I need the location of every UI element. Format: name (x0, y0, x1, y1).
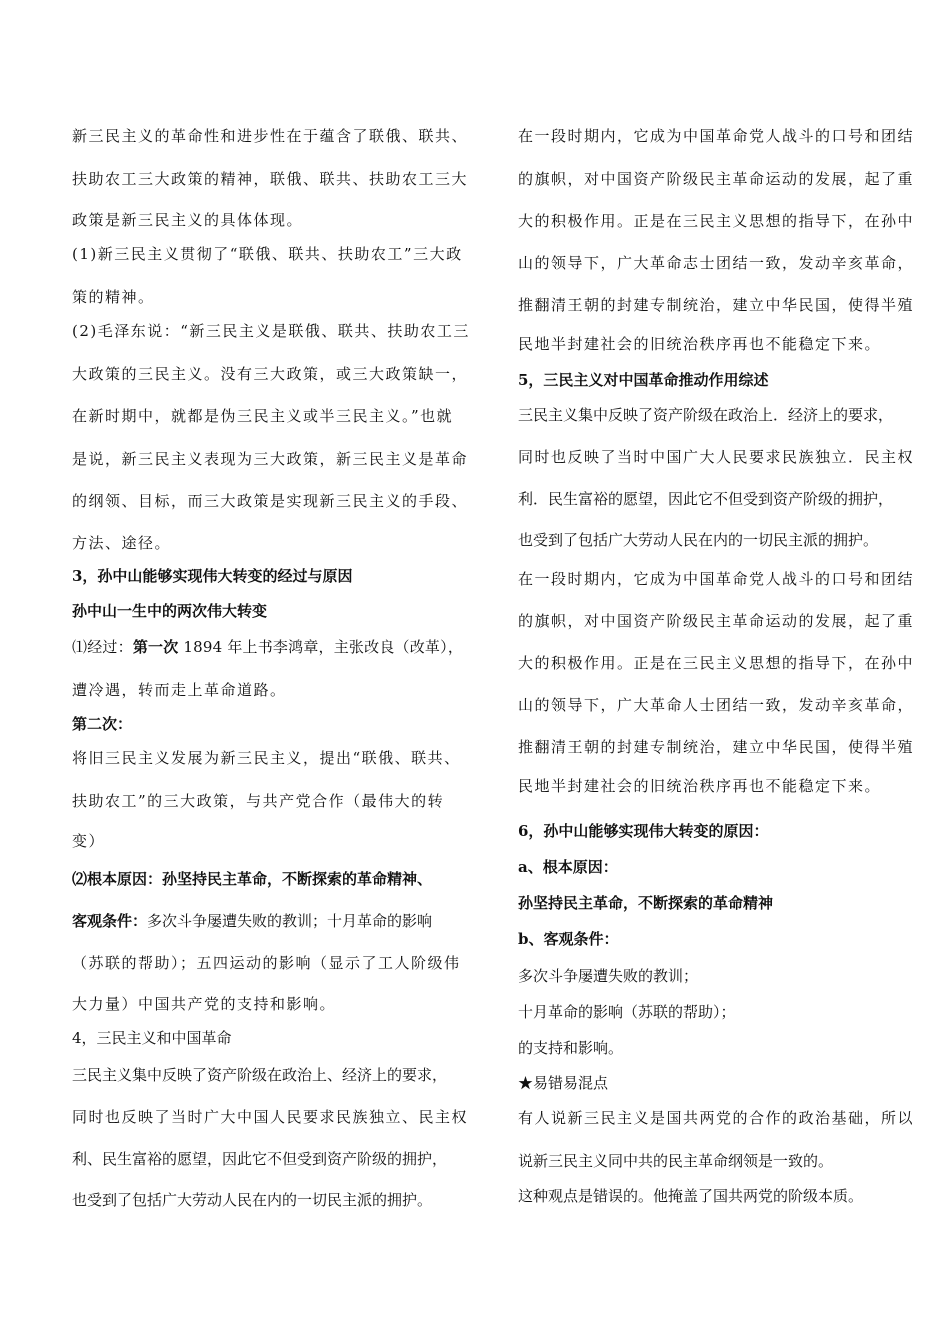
text-line: 的纲领、目标，而三大政策是实现新三民主义的手段、 (72, 492, 469, 510)
text-line: 说新三民主义同中共的民主革命纲领是一致的。 (518, 1152, 834, 1170)
text-line: 的旗帜，对中国资产阶级民主革命运动的发展，起了重 (518, 170, 915, 188)
text-line: 民地半封建社会的旧统治秩序再也不能稳定下来。 (518, 335, 882, 353)
text-line: (1)新三民主义贯彻了“联俄、联共、扶助农工”三大政 (72, 245, 463, 263)
text-line: 山的领导下，广大革命人士团结一致，发动辛亥革命， (518, 696, 915, 714)
text-line: 推翻清王朝的封建专制统治，建立中华民国，使得半殖 (518, 738, 915, 756)
text-line: 民地半封建社会的旧统治秩序再也不能稳定下来。 (518, 777, 882, 795)
label-root-cause: a、根本原因： (518, 858, 618, 876)
text-line: 新三民主义的革命性和进步性在于蕴含了联俄、联共、 (72, 127, 469, 145)
text-fragment: 1894 年上书李鸿章，主张改良（改革）， (178, 638, 464, 656)
text-line: 利．民生富裕的愿望，因此它不但受到资产阶级的拥护， (518, 490, 894, 508)
label-first-time: 第一次 (132, 638, 179, 656)
text-line: 变） (72, 832, 106, 850)
text-line: 同时也反映了当时中国广大人民要求民族独立．民主权 (518, 448, 915, 466)
bold-line: 孙坚持民主革命，不断探索的革命精神 (518, 894, 774, 912)
text-line: (2)毛泽东说：“新三民主义是联俄、联共、扶助农工三 (72, 322, 470, 340)
text-line: 扶助农工”的三大政策，与共产党合作（最伟大的转 (72, 792, 445, 810)
text-line: 这种观点是错误的。他掩盖了国共两党的阶级本质。 (518, 1187, 864, 1205)
note-heading: ★易错易混点 (518, 1074, 609, 1092)
text-line: 策的精神。 (72, 288, 155, 306)
section-heading: 4，三民主义和中国革命 (72, 1029, 232, 1047)
text-line: 在新时期中，就都是伪三民主义或半三民主义。”也就 (72, 407, 454, 425)
label-process: ⑴经过： (72, 638, 133, 656)
text-line: 方法、途径。 (72, 534, 172, 552)
text-line: 将旧三民主义发展为新三民主义，提出“联俄、联共、 (72, 749, 461, 767)
text-line: 山的领导下，广大革命志士团结一致，发动辛亥革命， (518, 254, 915, 272)
text-line: 的旗帜，对中国资产阶级民主革命运动的发展，起了重 (518, 612, 915, 630)
text-line: 利、民生富裕的愿望，因此它不但受到资产阶级的拥护， (72, 1150, 448, 1168)
text-line: 扶助农工三大政策的精神，联俄、联共、扶助农工三大 (72, 170, 469, 188)
text-line (72, 637, 463, 657)
text-line: 政策是新三民主义的具体体现。 (72, 211, 304, 229)
text-line: 推翻清王朝的封建专制统治，建立中华民国，使得半殖 (518, 296, 915, 314)
section-heading: 3，孙中山能够实现伟大转变的经过与原因 (72, 567, 353, 585)
text-line: 三民主义集中反映了资产阶级在政治上．经济上的要求， (518, 406, 894, 424)
text-line (72, 911, 432, 931)
text-line: 大政策的三民主义。没有三大政策，或三大政策缺一， (72, 365, 469, 383)
text-fragment: 多次斗争屡遭失败的教训；十月革命的影响 (147, 912, 433, 930)
text-line: 大力量）中国共产党的支持和影响。 (72, 995, 337, 1013)
text-line: 多次斗争屡遭失败的教训； (518, 967, 699, 985)
text-line: 同时也反映了当时广大中国人民要求民族独立、民主权 (72, 1108, 469, 1126)
label-objective-conditions: 客观条件： (72, 912, 148, 930)
text-line: 十月革命的影响（苏联的帮助）； (518, 1003, 736, 1021)
text-line: 也受到了包括广大劳动人民在内的一切民主派的拥护。 (72, 1191, 433, 1209)
text-line: 有人说新三民主义是国共两党的合作的政治基础，所以 (518, 1109, 915, 1127)
text-line: 大的积极作用。正是在三民主义思想的指导下，在孙中 (518, 654, 915, 672)
text-line: 遭冷遇，转而走上革命道路。 (72, 681, 287, 699)
label-second-time: 第二次： (72, 715, 133, 733)
section-heading: 6，孙中山能够实现伟大转变的原因： (518, 822, 769, 840)
bold-line: ⑵根本原因：孙坚持民主革命，不断探索的革命精神、 (72, 870, 433, 888)
section-subheading: 孙中山一生中的两次伟大转变 (72, 602, 268, 620)
text-line: 在一段时期内，它成为中国革命党人战斗的口号和团结 (518, 570, 915, 588)
text-line: 也受到了包括广大劳动人民在内的一切民主派的拥护。 (518, 531, 879, 549)
text-line: 的支持和影响。 (518, 1039, 624, 1057)
text-line: 大的积极作用。正是在三民主义思想的指导下，在孙中 (518, 212, 915, 230)
section-heading: 5，三民主义对中国革命推动作用综述 (518, 371, 769, 389)
label-objective-conditions: b、客观条件： (518, 930, 619, 948)
text-line: 在一段时期内，它成为中国革命党人战斗的口号和团结 (518, 127, 915, 145)
text-line: 是说，新三民主义表现为三大政策，新三民主义是革命 (72, 450, 469, 468)
text-line: 三民主义集中反映了资产阶级在政治上、经济上的要求， (72, 1066, 448, 1084)
text-line: （苏联的帮助）；五四运动的影响（显示了工人阶级伟 (72, 954, 461, 972)
